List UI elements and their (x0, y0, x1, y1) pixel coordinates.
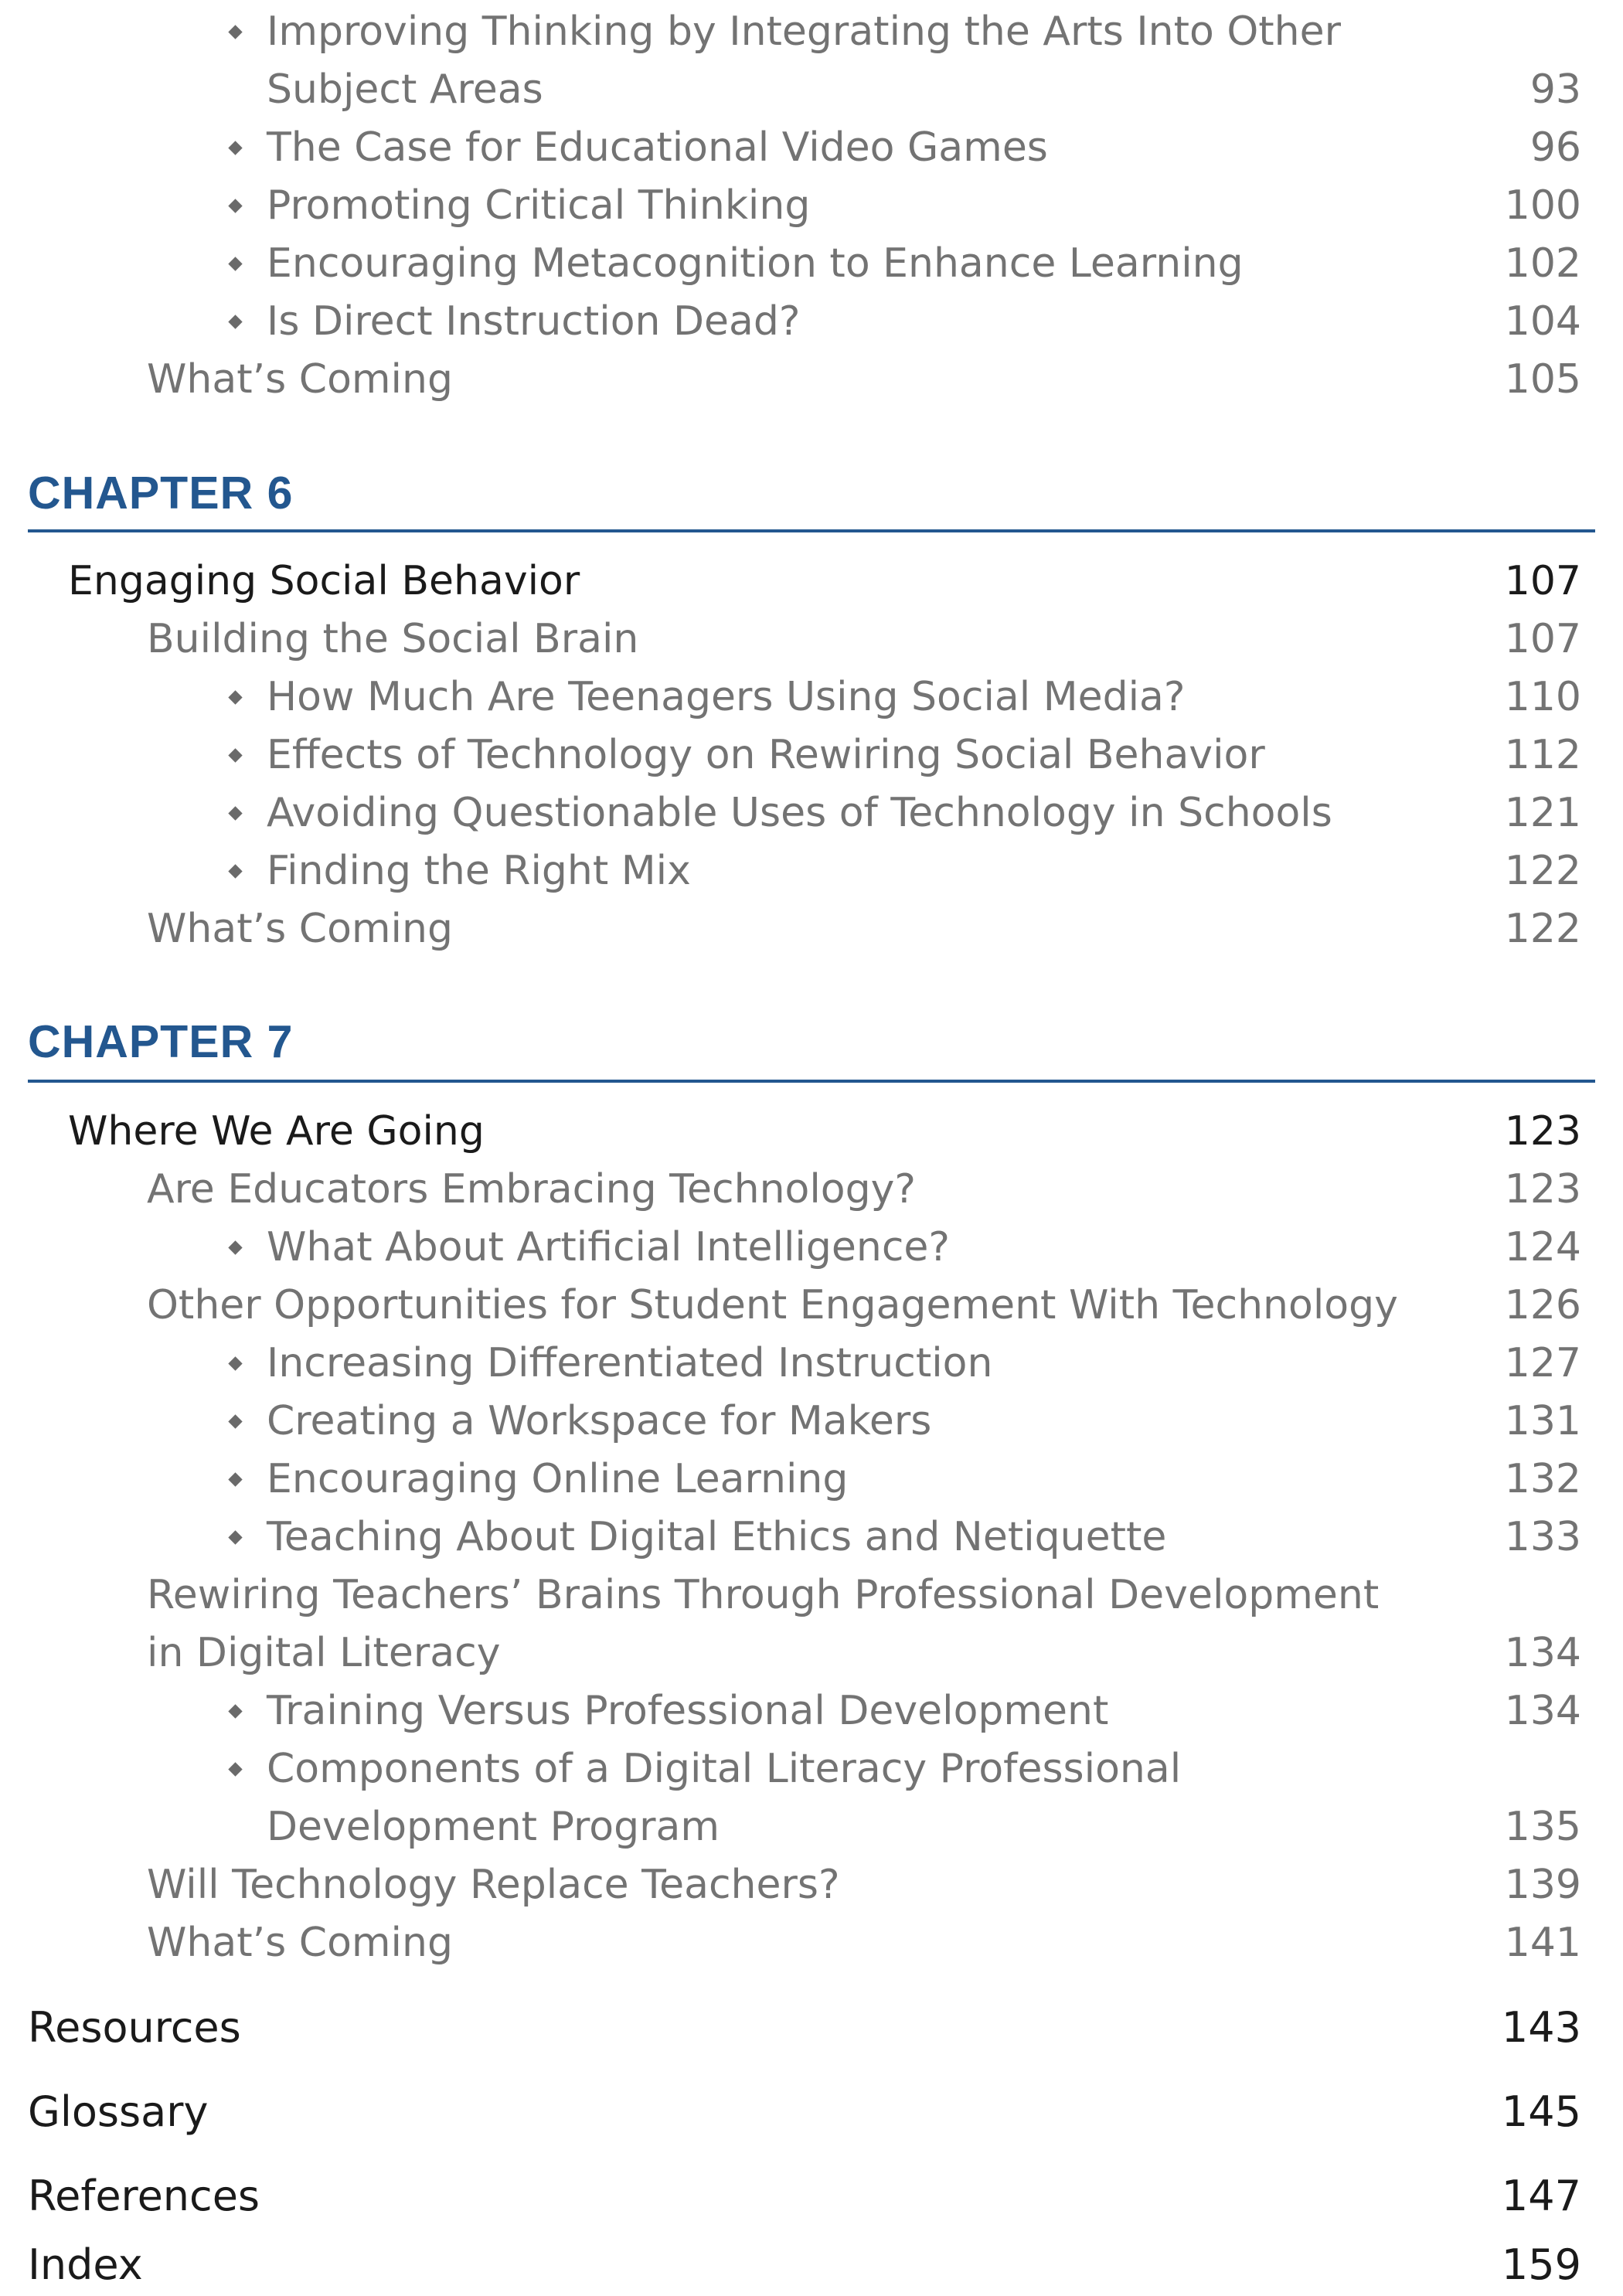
toc-entry-page: 122 (1504, 848, 1581, 894)
chapter-divider (28, 529, 1595, 532)
toc-entry-page: 121 (1504, 790, 1581, 836)
toc-entry[interactable] (0, 1624, 1623, 1682)
toc-entry-title: What’s Coming (147, 356, 453, 403)
toc-entry-title: What’s Coming (147, 1920, 453, 1966)
toc-entry-title: Finding the Right Mix (267, 848, 691, 894)
chapter-heading: CHAPTER 6 (28, 468, 294, 519)
toc-entry-page: 123 (1504, 1166, 1581, 1213)
toc-entry[interactable] (0, 235, 1623, 293)
toc-entry[interactable] (0, 1798, 1623, 1856)
toc-entry-title: Creating a Workspace for Makers (267, 1398, 932, 1444)
toc-entry[interactable] (0, 119, 1623, 177)
toc-entry-page: 143 (1501, 2003, 1581, 2052)
toc-entry-title: Subject Areas (267, 66, 543, 113)
diamond-bullet-icon (228, 1762, 242, 1776)
toc-entry[interactable] (0, 1161, 1623, 1219)
toc-entry[interactable] (0, 1914, 1623, 1972)
diamond-bullet-icon (228, 257, 242, 270)
toc-entry-page: 107 (1504, 616, 1581, 662)
toc-entry[interactable] (0, 1219, 1623, 1277)
diamond-bullet-icon (228, 199, 242, 213)
toc-entry-page: 122 (1504, 906, 1581, 952)
toc-entry-page: 134 (1504, 1688, 1581, 1734)
toc-entry-page: 100 (1504, 182, 1581, 229)
toc-entry-title: Promoting Critical Thinking (267, 182, 811, 229)
toc-entry[interactable] (0, 1509, 1623, 1566)
toc-entry[interactable] (0, 3, 1623, 61)
toc-entry-title: in Digital Literacy (147, 1630, 501, 1676)
diamond-bullet-icon (228, 141, 242, 155)
toc-entry[interactable] (0, 553, 1623, 611)
toc-entry-page: 133 (1504, 1514, 1581, 1560)
toc-entry-title: Building the Social Brain (147, 616, 639, 662)
toc-entry-title: The Case for Educational Video Games (267, 124, 1048, 171)
chapter-divider (28, 1080, 1595, 1083)
toc-entry[interactable] (0, 1335, 1623, 1393)
toc-entry-page: 105 (1504, 356, 1581, 403)
toc-entry[interactable] (0, 900, 1623, 958)
toc-entry[interactable] (0, 1451, 1623, 1509)
toc-entry[interactable] (0, 1566, 1623, 1624)
toc-entry-title: Components of a Digital Literacy Professional (267, 1746, 1182, 1792)
toc-entry-title: Will Technology Replace Teachers? (147, 1862, 840, 1908)
toc-entry[interactable] (0, 293, 1623, 351)
toc-entry-page: 145 (1501, 2087, 1581, 2136)
toc-entry-title: Effects of Technology on Rewiring Social Behavior (267, 732, 1265, 778)
toc-entry-title: Improving Thinking by Integrating the Arts Into Other (267, 9, 1342, 55)
toc-entry[interactable] (0, 177, 1623, 235)
toc-entry-page: 132 (1504, 1456, 1581, 1502)
toc-entry-page: 123 (1504, 1108, 1581, 1155)
toc-entry-title: What About Artificial Intelligence? (267, 1224, 950, 1270)
toc-entry[interactable] (0, 726, 1623, 784)
toc-entry-title: Increasing Differentiated Instruction (267, 1340, 993, 1386)
toc-entry-page: 141 (1504, 1920, 1581, 1966)
toc-entry-title: Avoiding Questionable Uses of Technology in Schools (267, 790, 1332, 836)
toc-entry[interactable] (0, 1740, 1623, 1798)
toc-entry-title: Rewiring Teachers’ Brains Through Professional Development (147, 1572, 1380, 1618)
toc-entry-title: Where We Are Going (68, 1108, 485, 1155)
toc-entry-page: 127 (1504, 1340, 1581, 1386)
toc-entry-page: 159 (1501, 2240, 1581, 2289)
toc-entry[interactable] (0, 668, 1623, 726)
toc-entry[interactable] (0, 784, 1623, 842)
toc-entry-title: Index (28, 2240, 143, 2289)
toc-entry-page: 124 (1504, 1224, 1581, 1270)
toc-entry-title: How Much Are Teenagers Using Social Media? (267, 674, 1186, 720)
toc-entry-page: 104 (1504, 298, 1581, 345)
toc-entry-page: 147 (1501, 2172, 1581, 2220)
toc-entry[interactable] (0, 1277, 1623, 1335)
toc-entry[interactable] (0, 351, 1623, 409)
toc-entry-title: Training Versus Professional Development (267, 1688, 1109, 1734)
toc-entry[interactable] (0, 2083, 1623, 2141)
toc-entry[interactable] (0, 1856, 1623, 1914)
toc-entry[interactable] (0, 1393, 1623, 1451)
diamond-bullet-icon (228, 690, 242, 704)
diamond-bullet-icon (228, 864, 242, 878)
toc-entry-title: Glossary (28, 2087, 209, 2136)
toc-entry-title: Other Opportunities for Student Engagement With Technology (147, 1282, 1398, 1328)
toc-entry-title: Development Program (267, 1804, 720, 1850)
diamond-bullet-icon (228, 1414, 242, 1428)
toc-entry-page: 102 (1504, 240, 1581, 287)
toc-entry-page: 93 (1529, 66, 1581, 113)
toc-entry-page: 135 (1504, 1804, 1581, 1850)
diamond-bullet-icon (228, 1240, 242, 1254)
diamond-bullet-icon (228, 806, 242, 820)
toc-entry-page: 112 (1504, 732, 1581, 778)
toc-entry-page: 131 (1504, 1398, 1581, 1444)
toc-entry-title: Encouraging Online Learning (267, 1456, 849, 1502)
diamond-bullet-icon (228, 748, 242, 762)
toc-entry[interactable] (0, 842, 1623, 900)
diamond-bullet-icon (228, 25, 242, 39)
diamond-bullet-icon (228, 315, 242, 328)
toc-entry[interactable] (0, 2167, 1623, 2225)
toc-entry[interactable] (0, 2236, 1623, 2294)
toc-entry-title: Engaging Social Behavior (68, 558, 580, 604)
toc-entry[interactable] (0, 611, 1623, 668)
toc-entry-title: What’s Coming (147, 906, 453, 952)
toc-entry-page: 107 (1504, 558, 1581, 604)
toc-entry-title: References (28, 2172, 260, 2220)
toc-entry-title: Teaching About Digital Ethics and Netiquette (267, 1514, 1167, 1560)
toc-entry-page: 126 (1504, 1282, 1581, 1328)
toc-entry[interactable] (0, 61, 1623, 119)
toc-entry-title: Is Direct Instruction Dead? (267, 298, 801, 345)
diamond-bullet-icon (228, 1356, 242, 1370)
toc-entry[interactable] (0, 1103, 1623, 1161)
diamond-bullet-icon (228, 1704, 242, 1718)
chapter-heading: CHAPTER 7 (28, 1016, 294, 1067)
toc-entry-page: 96 (1529, 124, 1581, 171)
toc-entry-page: 134 (1504, 1630, 1581, 1676)
toc-entry-page: 139 (1504, 1862, 1581, 1908)
toc-entry[interactable] (0, 1682, 1623, 1740)
toc-entry-title: Are Educators Embracing Technology? (147, 1166, 916, 1213)
diamond-bullet-icon (228, 1472, 242, 1486)
toc-entry-title: Encouraging Metacognition to Enhance Learning (267, 240, 1244, 287)
toc-entry[interactable] (0, 1998, 1623, 2056)
toc-entry-title: Resources (28, 2003, 241, 2052)
diamond-bullet-icon (228, 1530, 242, 1544)
toc-entry-page: 110 (1504, 674, 1581, 720)
